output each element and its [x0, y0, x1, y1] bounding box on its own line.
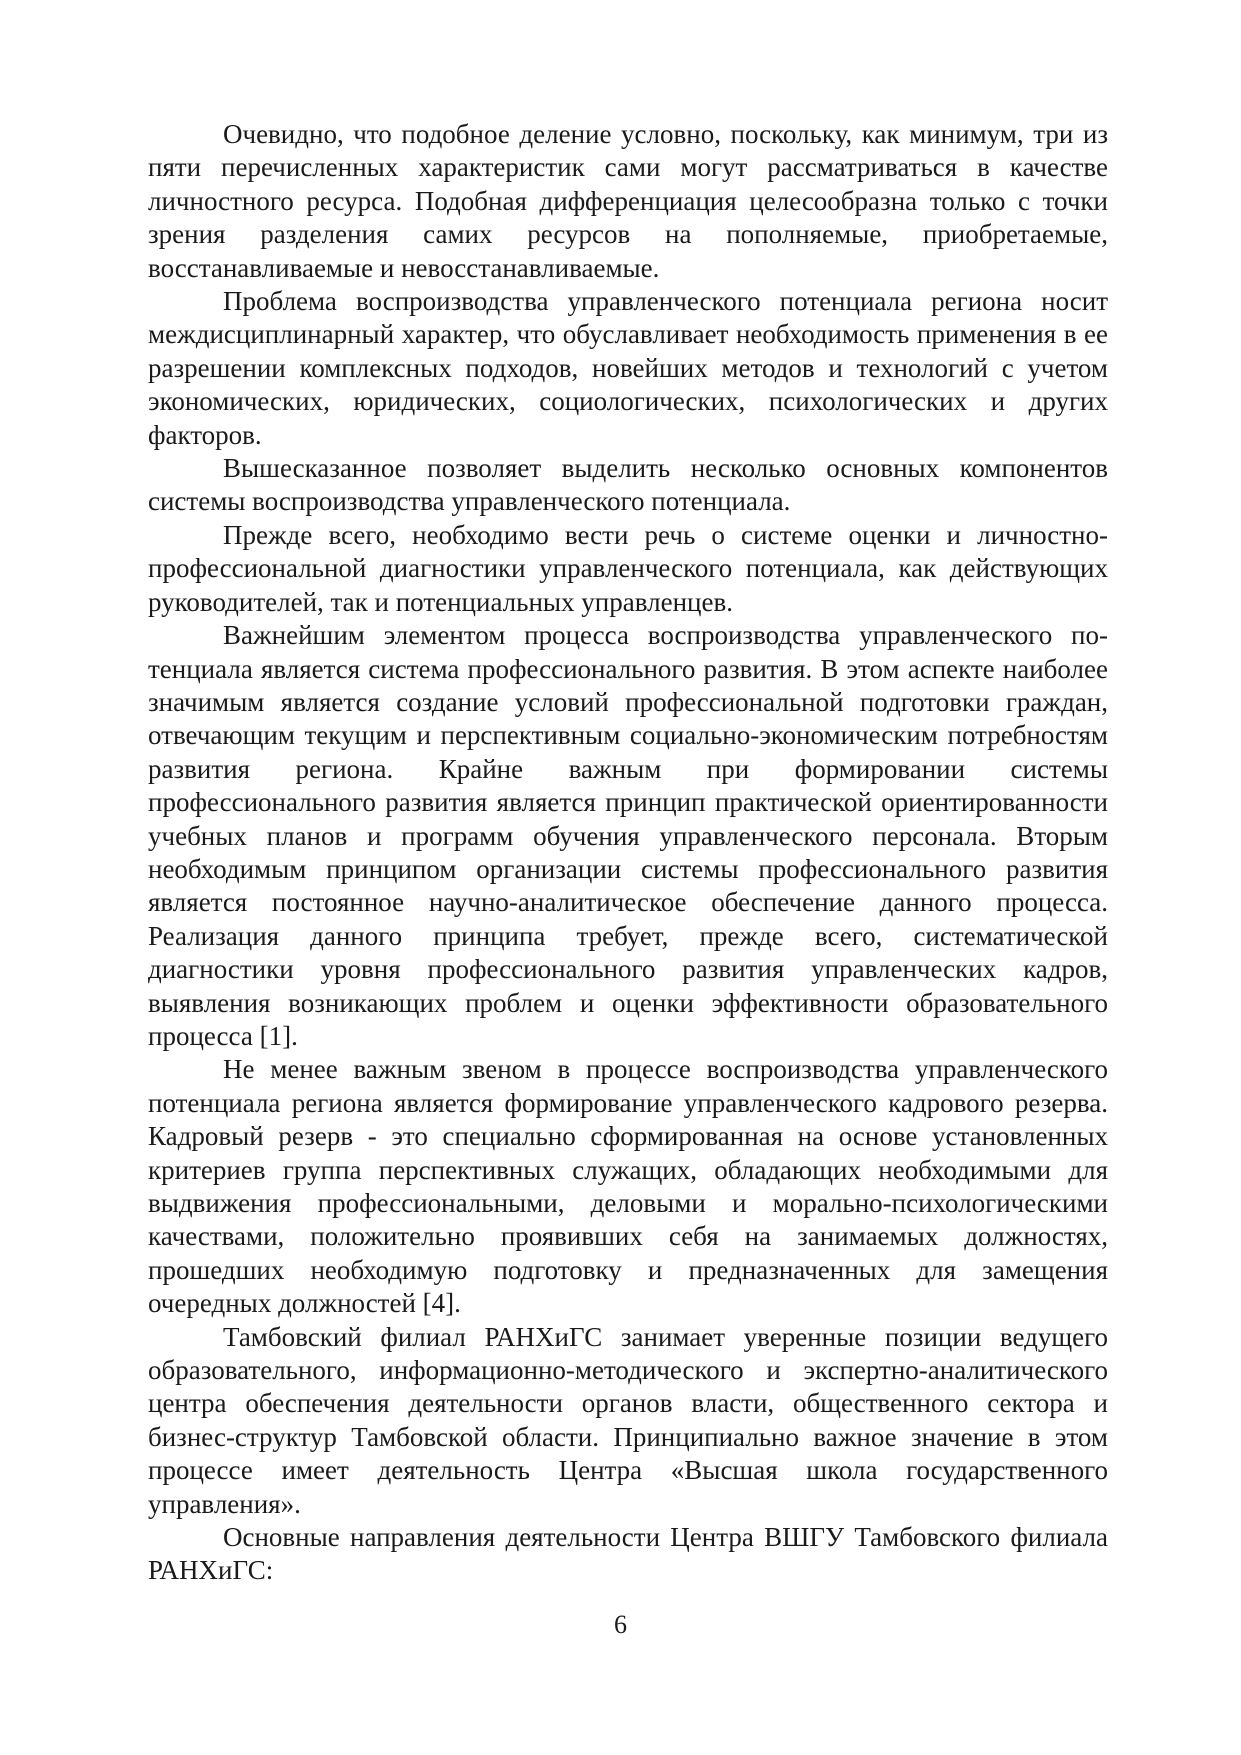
- paragraph-4: Прежде всего, необходимо вести речь о системе оценки и личностно-профессиональной диагностики управленческого потенциала, как действующих руководителей, так и потенциальных управленцев.: [148, 519, 1108, 617]
- paragraph-2: Проблема воспроизводства управленческого потенциала региона носит междисциплинарный характер, что обуславливает необходимость применения в ее разрешении комплексных подходов, новейших методов и технологий с учетом экономических, юридических, социологических, психологических и других факторов.: [148, 286, 1108, 450]
- paragraph-3: Вышесказанное позволяет выделить несколько основных компонентов системы воспроизводства управленческого потенциала.: [148, 453, 1108, 517]
- paragraph-1: Очевидно, что подобное деление условно, поскольку, как минимум, три из пяти перечисленных характеристик сами могут рассматриваться в качестве личностного ресурса. Подобная дифференциация целесообразна только с точки зрения разделения самих ресурсов на пополняемые, приобретаемые, восстанавливаемые и невосстанавливаемые.: [148, 119, 1108, 283]
- paragraph-5: Важнейшим элементом процесса воспроизводства управленческого потенциала является система профессионального развития. В этом аспекте наиболее значимым является создание условий профессиональной подготовки граждан, отвечающим текущим и перспективным социально-экономическим потребностям развития региона. Крайне важным при формировании системы профессионального развития является принцип практической ориентированности учебных планов и программ обучения управленческого персонала. Вторым необходимым принципом организации системы профессионального развития является постоянное научно-аналитическое обеспечение данного процесса. Реализация данного принципа требует, прежде всего, систематической диагностики уровня профессионального развития управленческих кадров, выявления возникающих проблем и оценки эффективности образовательного процесса [1].: [148, 620, 1108, 1051]
- paragraph-6: Не менее важным звеном в процессе воспроизводства управленческого потенциала региона является формирование управленческого кадрового резерва. Кадровый резерв - это специально сформированная на основе установленных критериев группа перспективных служащих, обладающих необходимыми для выдвижения профессиональными, деловыми и морально-психологическими качествами, положительно проявивших себя на занимаемых должностях, прошедших необходимую подготовку и предназначенных для замещения очередных должностей [4].: [148, 1054, 1108, 1319]
- paragraph-7: Тамбовский филиал РАНХиГС занимает уверенные позиции ведущего образовательного, информационно-методического и экспертно-аналитического центра обеспечения деятельности органов власти, общественного сектора и бизнес-структур Тамбовской области. Принципиально важное значение в этом процессе имеет деятельность Центра «Высшая школа государственного управления».: [148, 1321, 1108, 1519]
- page-body: [148, 118, 1108, 1588]
- paragraph-8: Основные направления деятельности Центра ВШГУ Тамбовского филиала РАНХиГС:: [148, 1522, 1108, 1586]
- page-number: 6: [614, 1610, 627, 1639]
